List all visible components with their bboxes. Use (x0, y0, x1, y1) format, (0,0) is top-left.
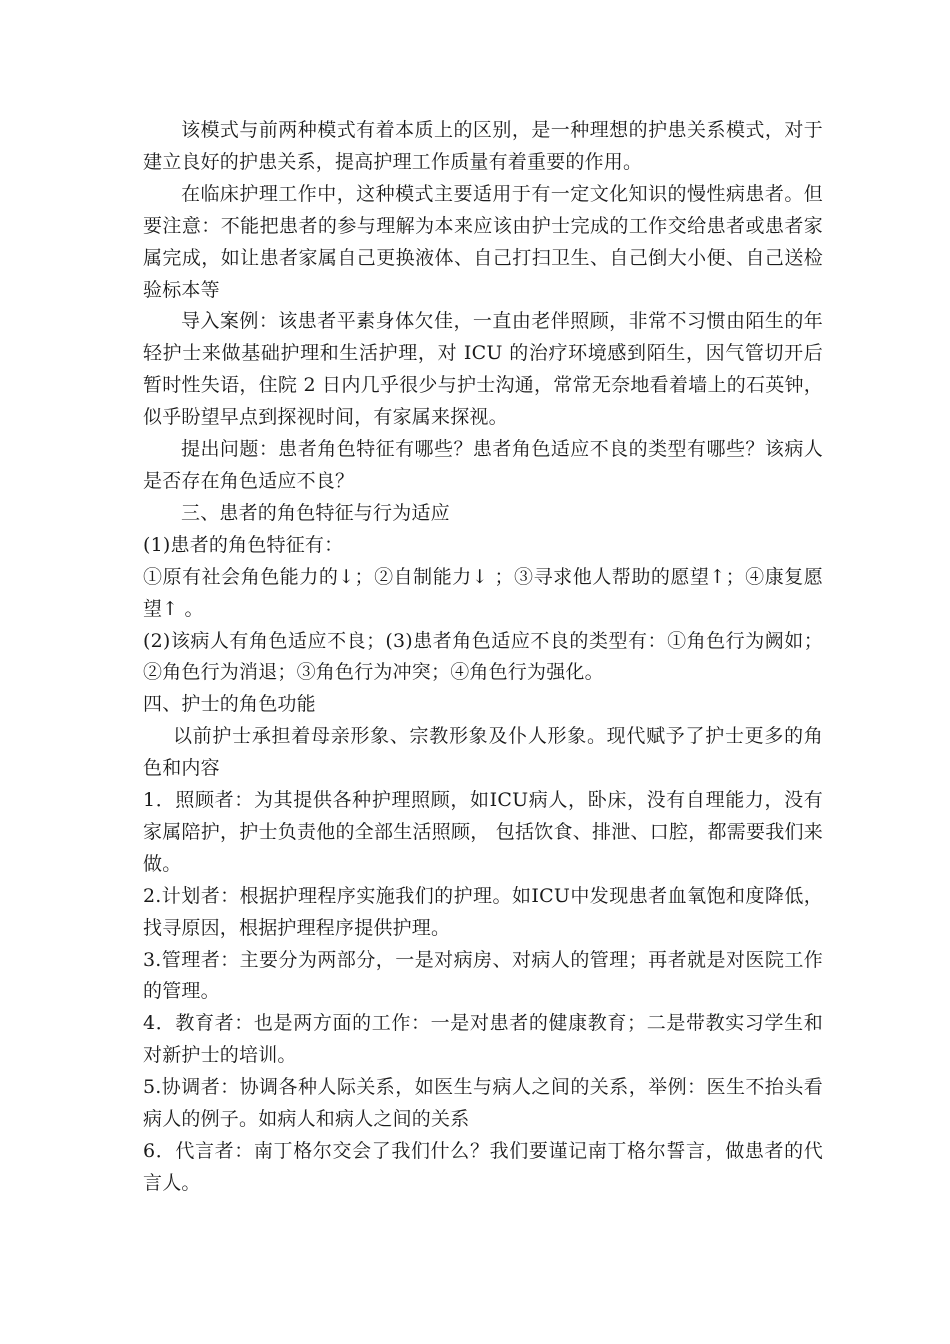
list-item-caregiver: 1．照顾者：为其提供各种护理照顾，如ICU病人，卧床，没有自理能力，没有家属陪护，护士负责他的全部生活照顾， 包括饮食、排泄、口腔，都需要我们来做。 (143, 789, 823, 875)
list-item-manager: 3.管理者：主要分为两部分，一是对病房、对病人的管理；再者就是对医院工作的管理。 (143, 948, 823, 1003)
paragraph-model-difference: 该模式与前两种模式有着本质上的区别，是一种理想的护患关系模式，对于建立良好的护患关系，提高护理工作质量有着重要的作用。 (143, 119, 823, 173)
list-item-role-features: (1)患者的角色特征有： (143, 533, 344, 556)
paragraph-nurse-image: 以前护士承担着母亲形象、宗教形象及仆人形象。现代赋予了护士更多的角色和内容 (143, 725, 823, 780)
list-item-advocate: 6．代言者：南丁格尔交会了我们什么？我们要谨记南丁格尔誓言，做患者的代言人。 (143, 1140, 823, 1194)
paragraph-case-intro: 导入案例：该患者平素身体欠佳，一直由老伴照顾，非常不习惯由陌生的年轻护士来做基础护理和生活护理，对 ICU 的治疗环境感到陌生，因气管切开后暂时性失语，住院 2 日内几乎很少与护士沟通，常常无奈地看着墙上的石英钟，似乎盼望早点到探视时间，有家属来探视。 (143, 310, 823, 429)
list-item-role-maladaptation: (2)该病人有角色适应不良；(3)患者角色适应不良的类型有：①角色行为阙如；②角色行为消退；③角色行为冲突；④角色行为强化。 (143, 629, 823, 684)
paragraph-clinical-application: 在临床护理工作中，这种模式主要适用于有一定文化知识的慢性病患者。但要注意：不能把患者的参与理解为本来应该由护士完成的工作交给患者或患者家属完成，如让患者家属自己更换液体、自己打扫卫生、自己倒大小便、自己送检验标本等 (143, 182, 823, 301)
list-item-educator: 4．教育者：也是两方面的工作：一是对患者的健康教育；二是带教实习学生和对新护士的培训。 (143, 1012, 823, 1067)
list-item-role-feature-details: ①原有社会角色能力的↓；②自制能力↓ ；③寻求他人帮助的愿望↑；④康复愿望↑ 。 (143, 565, 823, 620)
list-item-planner: 2.计划者：根据护理程序实施我们的护理。如ICU中发现患者血氧饱和度降低，找寻原因，根据护理程序提供护理。 (143, 884, 823, 939)
section-heading-nurse-role: 四、护士的角色功能 (143, 693, 316, 716)
section-heading-patient-role: 三、患者的角色特征与行为适应 (181, 501, 450, 524)
paragraph-questions: 提出问题：患者角色特征有哪些？患者角色适应不良的类型有哪些？该病人是否存在角色适应不良？ (143, 438, 823, 492)
document-body (143, 115, 823, 1200)
list-item-coordinator: 5.协调者：协调各种人际关系，如医生与病人之间的关系，举例：医生不抬头看病人的例子。如病人和病人之间的关系 (143, 1076, 823, 1131)
